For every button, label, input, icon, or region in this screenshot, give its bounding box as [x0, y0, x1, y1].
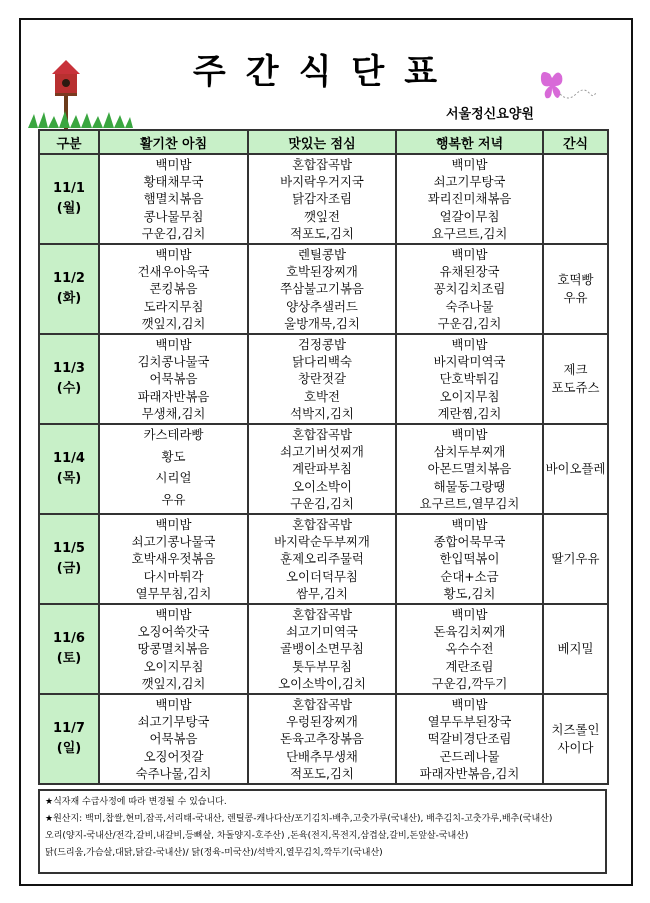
menu-item: 깻잎전	[304, 208, 340, 224]
menu-item: 백미밥	[155, 517, 192, 532]
date-label: 11/5	[53, 541, 85, 556]
menu-item: 종합어묵무국	[433, 534, 506, 550]
menu-item: 구운김,김치	[437, 315, 502, 331]
note-line: 오리(양지-국내산/전각,갈비,내갈비,등뼈살, 차돌양지-호주산) ,돈육(전지,목전지,삼겹살,갈비,돈앞살-국내산)	[45, 831, 469, 841]
date-label: 11/7	[53, 721, 85, 736]
menu-item: 오징어젓갈	[143, 748, 204, 764]
table-row	[39, 694, 608, 784]
menu-item: 한입떡볶이	[439, 551, 500, 567]
menu-item: 아몬드멸치볶음	[427, 461, 512, 477]
lunch-cell	[248, 694, 396, 784]
dinner-cell	[396, 244, 543, 334]
menu-item: 백미밥	[155, 697, 192, 712]
dinner-cell	[396, 334, 543, 424]
menu-item: 쇠고기콩나물국	[131, 534, 216, 550]
menu-item: 콩나물무침	[143, 208, 204, 224]
menu-item: 쇠고기버섯찌개	[280, 444, 364, 460]
weekday-label: (목)	[56, 471, 82, 486]
column-header: 간식	[543, 130, 608, 154]
snack-item: 제크	[563, 362, 588, 377]
menu-item: 백미밥	[155, 247, 192, 262]
snack-item: 우유	[563, 290, 588, 305]
snack-item: 치즈롤인	[551, 722, 600, 737]
snack-item: 사이다	[557, 740, 594, 755]
menu-item: 삼치두부찌개	[433, 444, 506, 460]
day-cell	[39, 424, 99, 514]
menu-item: 곤드레나물	[439, 748, 500, 764]
menu-item: 오이소박이	[292, 478, 352, 494]
menu-item: 백미밥	[451, 517, 488, 532]
note-line: ★식자재 수급사정에 따라 변경될 수 있습니다.	[45, 797, 227, 807]
menu-item: 깻잎지,김치	[141, 315, 206, 331]
menu-item: 울방개묵,김치	[284, 315, 360, 331]
menu-item: 어묵볶음	[149, 371, 198, 387]
menu-item: 백미밥	[451, 157, 488, 172]
menu-item: 어묵볶음	[149, 731, 198, 747]
menu-item: 다시마튀각	[143, 568, 204, 584]
menu-item: 유채된장국	[439, 264, 500, 280]
weekday-label: (일)	[56, 741, 82, 756]
menu-item: 혼합잡곡밥	[292, 517, 352, 532]
menu-item: 쭈삼불고기볶음	[280, 281, 364, 297]
weekday-label: (월)	[56, 201, 82, 216]
dinner-cell	[396, 514, 543, 604]
menu-item: 요구르트,열무김치	[419, 495, 520, 511]
menu-item: 꽁치김치조림	[433, 281, 506, 297]
table-row	[39, 154, 608, 244]
lunch-cell	[248, 334, 396, 424]
snack-cell	[543, 694, 608, 784]
lunch-cell	[248, 424, 396, 514]
page-title: 주간식단표	[192, 52, 458, 92]
menu-item: 카스테라빵	[143, 427, 204, 442]
dinner-cell	[396, 694, 543, 784]
breakfast-cell	[99, 604, 248, 694]
menu-item: 파래자반볶음	[137, 388, 210, 404]
menu-item: 바지락우거지국	[280, 174, 364, 190]
menu-item: 혼합잡곡밥	[292, 157, 352, 172]
lunch-cell	[248, 244, 396, 334]
breakfast-cell	[99, 514, 248, 604]
menu-item: 석박지,김치	[290, 405, 354, 421]
menu-item: 해물동그랑땡	[433, 478, 506, 494]
column-header: 구분	[39, 130, 99, 154]
menu-item: 적포도,김치	[290, 765, 354, 781]
facility-name: 서울정신요양원	[446, 107, 534, 122]
weekly-menu-table	[38, 129, 609, 785]
menu-item: 구운김,깍두기	[431, 675, 508, 691]
menu-item: 돈육김치찌개	[433, 624, 506, 640]
day-cell	[39, 154, 99, 244]
menu-item: 쇠고기무탕국	[137, 714, 210, 730]
menu-item: 훈제오리주물럭	[280, 551, 364, 567]
menu-item: 호박새우젓볶음	[131, 551, 216, 567]
weekday-label: (화)	[56, 291, 82, 306]
snack-cell	[543, 514, 608, 604]
menu-item: 검정콩밥	[298, 337, 346, 352]
menu-item: 건새우아욱국	[137, 264, 210, 280]
table-row	[39, 244, 608, 334]
menu-item: 쇠고기미역국	[286, 624, 358, 640]
snack-cell	[543, 604, 608, 694]
menu-item: 백미밥	[155, 157, 192, 172]
menu-item: 혼합잡곡밥	[292, 607, 352, 622]
menu-item: 혼합잡곡밥	[292, 427, 352, 442]
menu-item: 순대+소금	[440, 568, 499, 584]
column-header: 맛있는 점심	[248, 130, 396, 154]
menu-item: 황도	[161, 448, 186, 464]
menu-item: 백미밥	[155, 337, 192, 352]
menu-item: 황도,김치	[443, 585, 496, 601]
menu-item: 닭감자조림	[292, 191, 352, 207]
breakfast-cell	[99, 424, 248, 514]
date-label: 11/4	[53, 451, 85, 466]
note-line: ★원산지: 백미,찹쌀,현미,잡곡,서리태-국내산, 렌틸콩-캐나다산/포기김치-배추,고춧가루(국내산), 배추김치-고춧가루,배추(국내산)	[45, 814, 553, 824]
menu-item: 떡갈비경단조림	[427, 731, 512, 747]
day-cell	[39, 604, 99, 694]
menu-item: 파래자반볶음,김치	[419, 765, 520, 781]
menu-item: 백미밥	[451, 427, 488, 442]
menu-item: 옥수수전	[445, 641, 494, 657]
table-header-row	[39, 130, 608, 154]
menu-item: 단배추무생채	[286, 748, 358, 764]
day-cell	[39, 694, 99, 784]
snack-cell	[543, 244, 608, 334]
snack-cell	[543, 154, 608, 244]
weekday-label: (토)	[56, 651, 82, 666]
menu-item: 숙주나물	[445, 298, 494, 314]
menu-item: 계란찜,김치	[437, 405, 502, 421]
menu-item: 백미밥	[451, 697, 488, 712]
menu-item: 단호박튀김	[439, 371, 500, 387]
menu-item: 렌틸콩밥	[298, 247, 346, 262]
menu-item: 꽈리진미채볶음	[427, 191, 512, 207]
menu-item: 콘킹볶음	[149, 281, 198, 297]
breakfast-cell	[99, 244, 248, 334]
note-line: 닭(드리움,가슴살,대닭,닭갈-국내산)/ 닭(정육-미국산)/석박지,열무김치,깍두기(국내산)	[45, 848, 383, 858]
menu-item: 우유	[161, 491, 186, 507]
menu-item: 톳두부무침	[292, 658, 352, 674]
menu-item: 열무무침,김치	[135, 585, 212, 601]
breakfast-cell	[99, 694, 248, 784]
menu-item: 열무두부된장국	[427, 714, 512, 730]
menu-item: 황태채무국	[143, 174, 204, 190]
menu-item: 백미밥	[155, 607, 192, 622]
menu-item: 오징어쑥갓국	[137, 624, 210, 640]
menu-item: 골뱅이소면무침	[280, 641, 364, 657]
date-label: 11/3	[53, 361, 85, 376]
day-cell	[39, 514, 99, 604]
menu-item: 오이지무침	[143, 658, 204, 674]
dinner-cell	[396, 424, 543, 514]
dinner-cell	[396, 154, 543, 244]
menu-item: 호박된장찌개	[286, 264, 358, 280]
lunch-cell	[248, 604, 396, 694]
menu-item: 얼갈이무침	[439, 208, 500, 224]
day-cell	[39, 244, 99, 334]
menu-item: 혼합잡곡밥	[292, 697, 352, 712]
menu-item: 구운김,김치	[290, 495, 354, 511]
table-row	[39, 604, 608, 694]
menu-item: 쇠고기무탕국	[433, 174, 506, 190]
menu-item: 햄멸치볶음	[143, 191, 204, 207]
weekday-label: (금)	[56, 561, 82, 576]
date-label: 11/6	[53, 631, 85, 646]
menu-item: 시리얼	[155, 470, 192, 485]
menu-item: 쌈무,김치	[296, 585, 348, 601]
breakfast-cell	[99, 154, 248, 244]
snack-item: 호떡빵	[557, 272, 594, 287]
menu-item: 바지락순두부찌개	[274, 534, 370, 550]
date-label: 11/2	[53, 271, 85, 286]
menu-item: 도라지무침	[143, 298, 204, 314]
menu-item: 무생채,김치	[141, 405, 206, 421]
snack-item: 베지밀	[557, 641, 594, 656]
menu-item: 요구르트,김치	[431, 225, 508, 241]
snack-item: 딸기우유	[551, 551, 600, 566]
notes-box	[38, 789, 607, 874]
date-label: 11/1	[53, 181, 85, 196]
snack-cell	[543, 334, 608, 424]
menu-item: 땅콩멸치볶음	[137, 641, 210, 657]
menu-item: 계란파부침	[292, 461, 352, 477]
menu-item: 우렁된장찌개	[286, 714, 358, 730]
menu-item: 구운김,김치	[141, 225, 206, 241]
snack-item: 포도쥬스	[551, 380, 600, 395]
menu-item: 오이더덕무침	[286, 568, 358, 584]
snack-cell	[543, 424, 608, 514]
day-cell	[39, 334, 99, 424]
lunch-cell	[248, 514, 396, 604]
table-row	[39, 514, 608, 604]
menu-item: 호박전	[304, 388, 340, 404]
weekday-label: (수)	[56, 381, 82, 396]
menu-item: 숙주나물,김치	[135, 765, 212, 781]
menu-item: 오이소박이,김치	[278, 675, 366, 691]
menu-item: 양상추샐러드	[286, 298, 358, 314]
menu-item: 닭다리백숙	[292, 354, 352, 370]
column-header: 활기찬 아침	[99, 130, 248, 154]
menu-item: 김치콩나물국	[137, 354, 210, 370]
table-row	[39, 334, 608, 424]
table-row	[39, 424, 608, 514]
menu-item: 백미밥	[451, 337, 488, 352]
menu-item: 백미밥	[451, 607, 488, 622]
column-header: 행복한 저녁	[396, 130, 543, 154]
menu-item: 오이지무침	[439, 388, 500, 404]
menu-item: 계란조림	[445, 658, 494, 674]
menu-item: 돈육고추장볶음	[280, 731, 364, 747]
dinner-cell	[396, 604, 543, 694]
lunch-cell	[248, 154, 396, 244]
snack-item: 바이오플레	[545, 461, 606, 476]
menu-item: 적포도,김치	[290, 225, 354, 241]
menu-item: 바지락미역국	[433, 354, 506, 370]
grass-icon	[28, 108, 133, 128]
menu-item: 창란젓갈	[298, 371, 346, 387]
menu-item: 깻잎지,김치	[141, 675, 206, 691]
breakfast-cell	[99, 334, 248, 424]
menu-item: 백미밥	[451, 247, 488, 262]
